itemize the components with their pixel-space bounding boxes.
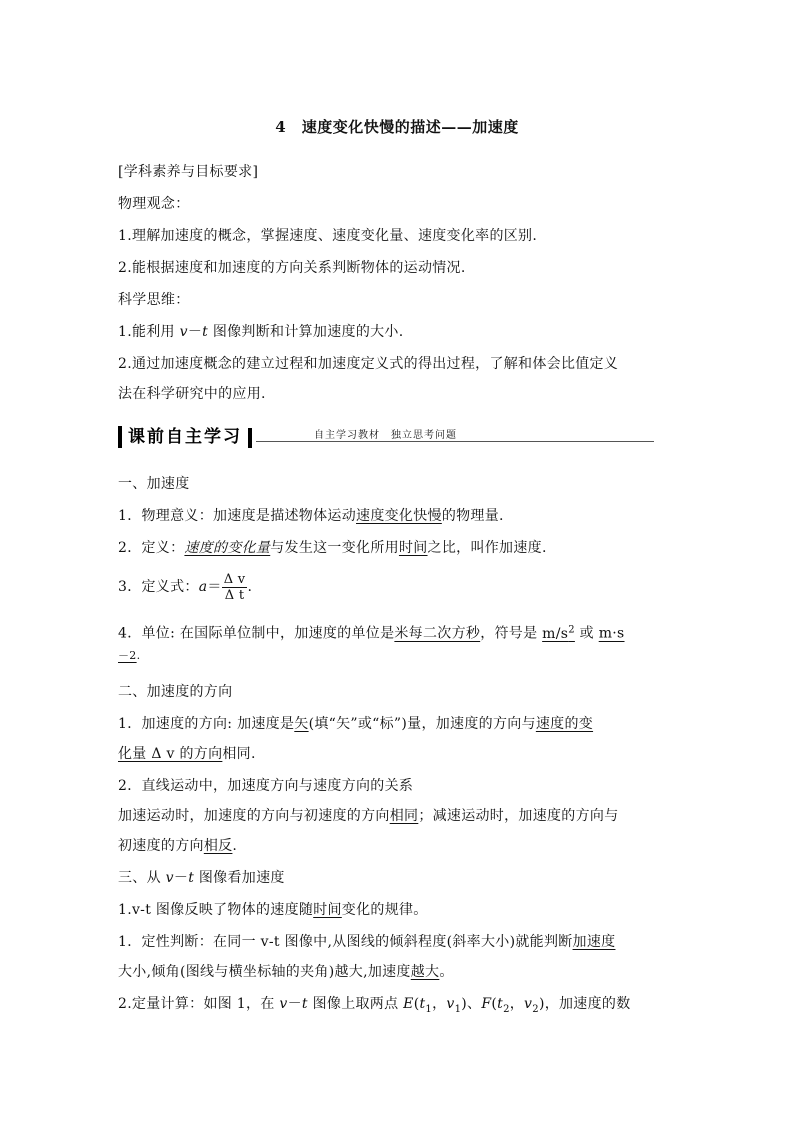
section2-item-1-cont: 化量 Δ v 的方向相同.	[118, 746, 256, 762]
section2-item-3: 加速运动时，加速度的方向与初速度的方向相同；减速运动时，加速度的方向与	[118, 808, 619, 824]
section2-heading: 二、加速度的方向	[118, 684, 233, 700]
concept-title: 物理观念：	[118, 196, 190, 212]
section3-heading: 三、从 v－t 图像看加速度	[118, 870, 285, 886]
thinking-item-2b: 法在科学研究中的应用.	[118, 386, 266, 402]
section3-item-3: 2.定量计算：如图 1，在 v－t 图像上取两点 $E(t_1$，$v_1$)、$F(t_2$，$v_2$)，加速度的数	[118, 996, 631, 1015]
section1-item-4: 4．单位: 在国际单位制中，加速度的单位是米每二次方秒，符号是 $m/s^2$ 或 m·s	[118, 624, 625, 642]
thinking-item-1: 1.能利用 v－t 图像判断和计算加速度的大小.	[118, 324, 404, 340]
section2-item-3-cont: 初速度的方向相反.	[118, 838, 238, 854]
section2-item-1: 1．加速度的方向: 加速度是矢(填“矢”或“标”)量，加速度的方向与速度的变	[118, 716, 594, 732]
section-banner	[118, 424, 654, 450]
objectives-header: [学科素养与目标要求]	[118, 164, 259, 180]
thinking-item-2a: 2.通过加速度概念的建立过程和加速度定义式的得出过程，了解和体会比值定义	[118, 356, 619, 372]
section1-item-1: 1．物理意义：加速度是描述物体运动速度变化快慢的物理量.	[118, 508, 504, 524]
section3-item-2-cont: 大小,倾角(图线与横坐标轴的夹角)越大,加速度越大。	[118, 964, 454, 980]
banner-note: 自主学习教材 独立思考问题	[314, 430, 457, 441]
concept-item-1: 1.理解加速度的概念，掌握速度、速度变化量、速度变化率的区别.	[118, 228, 538, 244]
thinking-title: 科学思维：	[118, 292, 190, 308]
section3-item-2: 1．定性判断：在同一 v-t 图像中,从图线的倾斜程度(斜率大小)就能判断加速度	[118, 934, 616, 950]
section1-item-2: 2．定义：速度的变化量与发生这一变化所用时间之比，叫作加速度.	[118, 540, 547, 556]
unit-symbol: $m/s^2$	[542, 624, 575, 642]
concept-item-2: 2.能根据速度和加速度的方向关系判断物体的运动情况.	[118, 260, 466, 276]
acceleration-fraction: $\frac{\text{Δ v}}{\text{Δ t}}$	[223, 571, 246, 603]
banner-rule	[256, 441, 654, 442]
page-title: 4 速度变化快慢的描述——加速度	[275, 118, 519, 136]
section1-item-4-cont: －2.	[118, 649, 141, 662]
section1-item-3: 3．定义式：a＝ $\frac{\text{Δ v}}{\text{Δ t}}$ .	[118, 571, 253, 603]
banner-divider	[248, 428, 252, 448]
section3-item-1: 1.v-t 图像反映了物体的速度随时间变化的规律。	[118, 902, 428, 918]
banner-label: 课前自主学习	[118, 426, 250, 448]
section1-heading: 一、加速度	[118, 476, 190, 492]
section2-item-2: 2．直线运动中，加速度方向与速度方向的关系	[118, 778, 414, 794]
